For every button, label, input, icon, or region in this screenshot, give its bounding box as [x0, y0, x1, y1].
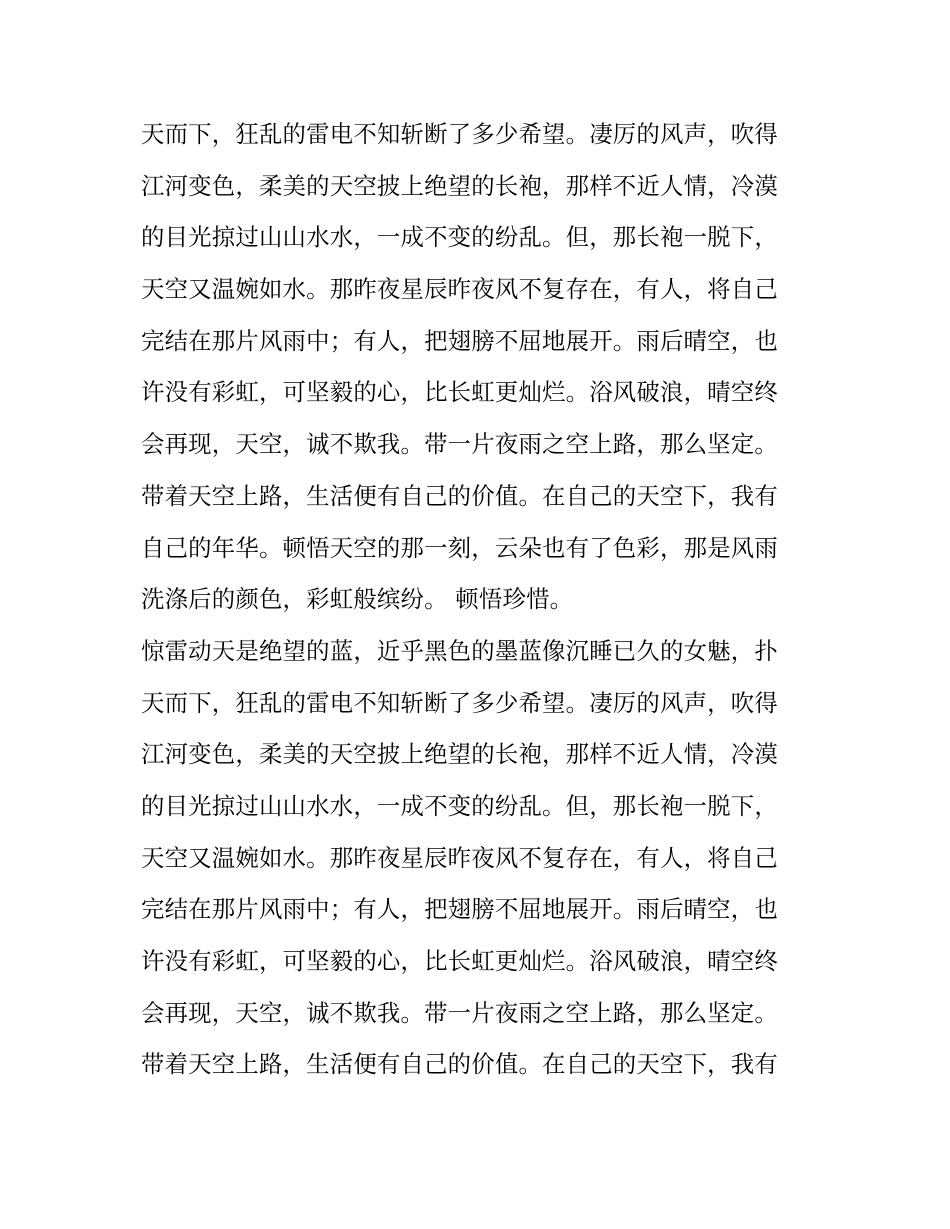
- text-line: 的目光掠过山山水水，一成不变的纷乱。但，那长袍一脱下，: [141, 791, 778, 820]
- text-line: 江河变色，柔美的天空披上绝望的长袍，那样不近人情，冷漠: [141, 740, 778, 769]
- text-line: 带着天空上路，生活便有自己的价值。在自己的天空下，我有: [141, 1050, 778, 1079]
- text-line: 的目光掠过山山水水，一成不变的纷乱。但，那长袍一脱下，: [141, 223, 778, 252]
- text-line: 许没有彩虹，可坚毅的心，比长虹更灿烂。浴风破浪，晴空终: [141, 947, 778, 975]
- text-line: 自己的年华。顿悟天空的那一刻，云朵也有了色彩，那是风雨: [141, 533, 778, 562]
- text-line: 天空又温婉如水。那昨夜星辰昨夜风不复存在，有人，将自己: [141, 275, 778, 304]
- text-line: 洗涤后的颜色，彩虹般缤纷。 顿悟珍惜。: [141, 585, 574, 614]
- text-line: 天而下，狂乱的雷电不知斩断了多少希望。凄厉的风声，吹得: [141, 688, 778, 717]
- text-line: 会再现，天空，诚不欺我。带一片夜雨之空上路，那么坚定。: [141, 430, 778, 459]
- text-line: 天而下，狂乱的雷电不知斩断了多少希望。凄厉的风声，吹得: [141, 120, 778, 148]
- text-line: 会再现，天空，诚不欺我。带一片夜雨之空上路，那么坚定。: [141, 998, 778, 1027]
- text-line: 江河变色，柔美的天空披上绝望的长袍，那样不近人情，冷漠: [141, 171, 778, 200]
- text-line: 天空又温婉如水。那昨夜星辰昨夜风不复存在，有人，将自己: [141, 843, 778, 872]
- text-line: 带着天空上路，生活便有自己的价值。在自己的天空下，我有: [141, 481, 778, 510]
- text-line: 许没有彩虹，可坚毅的心，比长虹更灿烂。浴风破浪，晴空终: [141, 378, 778, 407]
- text-line: 完结在那片风雨中；有人，把翅膀不屈地展开。雨后晴空，也: [141, 326, 778, 355]
- text-line: 惊雷动天是绝望的蓝，近乎黑色的墨蓝像沉睡已久的女魅，扑: [141, 636, 778, 665]
- text-line: 完结在那片风雨中；有人，把翅膀不屈地展开。雨后晴空，也: [141, 895, 778, 924]
- essay-text: [141, 109, 831, 1091]
